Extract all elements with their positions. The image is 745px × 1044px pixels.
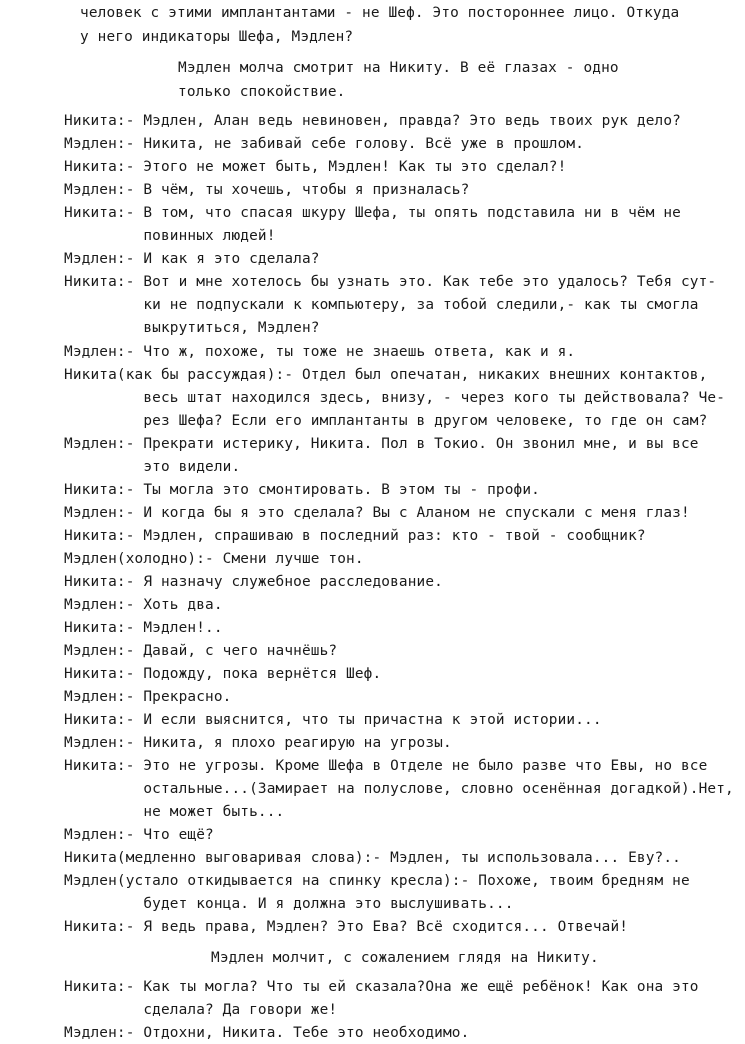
text-line: Никита:- Этого не может быть, Мэдлен! Как ты это сделал?! (64, 159, 567, 175)
text-line: Мэдлен:- Что ж, похоже, ты тоже не знаешь ответа, как и я. (64, 344, 576, 360)
text-line: будет конца. И я должна это выслушивать... (64, 896, 514, 912)
text-line: не может быть... (64, 804, 285, 820)
text-line: Мэдлен:- Никита, я плохо реагирую на угрозы. (64, 735, 452, 751)
text-line: Никита:- Ты могла это смонтировать. В этом ты - профи. (64, 482, 540, 498)
text-line: Никита(как бы рассуждая):- Отдел был опечатан, никаких внешних контактов, (64, 367, 708, 383)
text-line: Мэдлен(холодно):- Смени лучше тон. (64, 551, 364, 567)
text-line: Мэдлен:- Прекрасно. (64, 689, 232, 705)
text-line: это видели. (64, 459, 241, 475)
text-line: Никита:- Вот и мне хотелось бы узнать это. Как тебе это удалось? Тебя сут- (64, 274, 717, 290)
text-line: рез Шефа? Если его имплантанты в другом человеке, то где он сам? (64, 413, 708, 429)
text-line: повинных людей! (64, 228, 276, 244)
text-line: Никита:- Подожду, пока вернётся Шеф. (64, 666, 382, 682)
text-line: сделала? Да говори же! (64, 1002, 338, 1018)
text-line: Никита:- Мэдлен, спрашиваю в последний раз: кто - твой - сообщник? (64, 528, 646, 544)
text-line: Мэдлен:- В чём, ты хочешь, чтобы я призналась? (64, 182, 470, 198)
text-line: Никита:- Я ведь права, Мэдлен? Это Ева? Всё сходится... Отвечай! (64, 919, 629, 935)
text-line: Мэдлен:- И как я это сделала? (64, 251, 320, 267)
text-line: Никита:- В том, что спасая шкуру Шефа, ты опять подставила ни в чём не (64, 205, 681, 221)
text-line: у него индикаторы Шефа, Мэдлен? (80, 29, 354, 45)
text-line: выкрутиться, Мэдлен? (64, 320, 320, 336)
text-line: весь штат находился здесь, внизу, - через кого ты действовала? Че- (64, 390, 726, 406)
text-line: остальные...(Замирает на полуслове, словно осенённая догадкой).Нет, (64, 781, 734, 797)
text-line: Мэдлен:- И когда бы я это сделала? Вы с Аланом не спускали с меня глаз! (64, 505, 690, 521)
text-line: Никита:- Это не угрозы. Кроме Шефа в Отделе не было разве что Евы, но все (64, 758, 708, 774)
text-line: Никита:- Как ты могла? Что ты ей сказала?Она же ещё ребёнок! Как она это (64, 979, 699, 995)
text-line: Никита:- Я назначу служебное расследование. (64, 574, 443, 590)
text-line: Мэдлен:- Отдохни, Никита. Тебе это необходимо. (64, 1025, 470, 1041)
text-line: Никита(медленно выговаривая слова):- Мэдлен, ты использовала... Еву?.. (64, 850, 681, 866)
text-line: Никита:- Мэдлен!.. (64, 620, 223, 636)
text-line: Мэдлен молчит, с сожалением глядя на Никиту. (211, 950, 599, 966)
text-line: Мэдлен:- Прекрати истерику, Никита. Пол в Токио. Он звонил мне, и вы все (64, 436, 699, 452)
text-line: Мэдлен:- Хоть два. (64, 597, 223, 613)
text-line: только спокойствие. (178, 84, 346, 100)
text-line: ки не подпускали к компьютеру, за тобой следили,- как ты смогла (64, 297, 699, 313)
text-line: Мэдлен молча смотрит на Никиту. В её глазах - одно (178, 60, 619, 76)
text-line: Мэдлен(устало откидывается на спинку кресла):- Похоже, твоим бредням не (64, 873, 690, 889)
text-line: Никита:- Мэдлен, Алан ведь невиновен, правда? Это ведь твоих рук дело? (64, 113, 681, 129)
text-line: Мэдлен:- Что ещё? (64, 827, 214, 843)
text-line: Мэдлен:- Давай, с чего начнёшь? (64, 643, 338, 659)
text-line: Никита:- И если выяснится, что ты причастна к этой истории... (64, 712, 602, 728)
text-line: человек с этими имплантантами - не Шеф. Это постороннее лицо. Откуда (80, 5, 680, 21)
text-line: Мэдлен:- Никита, не забивай себе голову. Всё уже в прошлом. (64, 136, 585, 152)
